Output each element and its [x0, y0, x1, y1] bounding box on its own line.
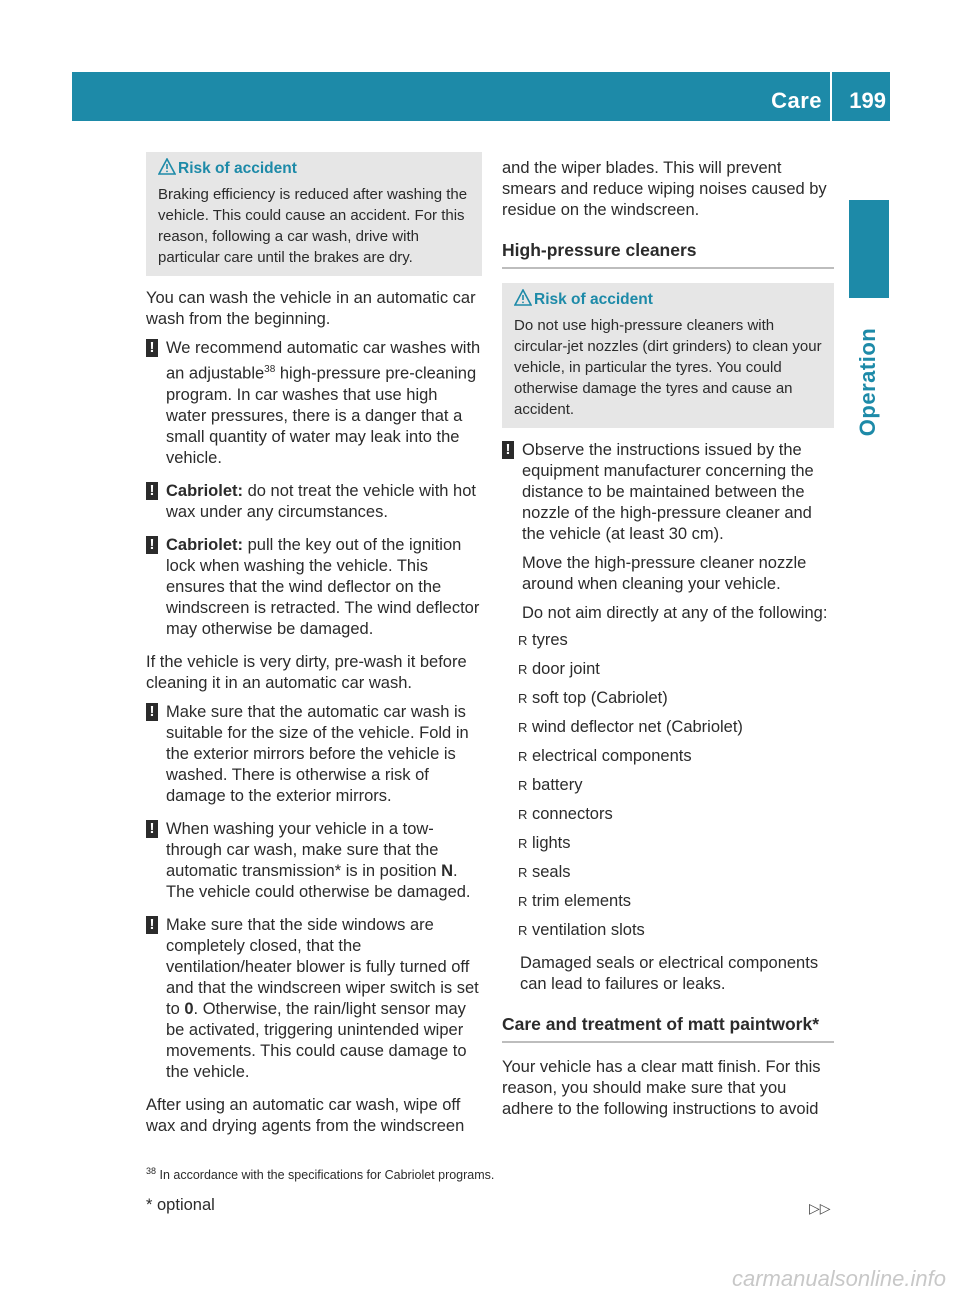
list-item: R wind deflector net (Cabriolet): [518, 713, 834, 742]
warning-title: Risk of accident: [158, 158, 472, 179]
exclamation-icon: !: [146, 703, 158, 721]
exclamation-icon: !: [146, 820, 158, 838]
bullet-list: [518, 626, 834, 945]
exclamation-icon: !: [146, 482, 158, 500]
chapter-title: Care: [771, 88, 822, 113]
note: ! Make sure that the automatic car wash is suitable for the size of the vehicle. Fold in the exterior mirrors before the vehicle is washed. There is otherwise a risk of damage to the exterior mirrors.: [146, 702, 482, 807]
list-item: R seals: [518, 858, 834, 887]
paragraph: After using an automatic car wash, wipe off wax and drying agents from the windscreen: [146, 1095, 465, 1135]
side-tab-marker: [849, 200, 889, 298]
exclamation-icon: !: [146, 536, 158, 554]
warning-box: [502, 283, 834, 428]
list-item: R ventilation slots: [518, 916, 834, 945]
note: ! We recommend automatic car washes with an adjustable$^{38}$ high-pressure pre-cleaning program. In car washes that use high water pressures, there is a danger that a small quantity of water may leak into the vehicle.: [146, 338, 482, 469]
footnote: $^{38}$ In accordance with the specifications for Cabriolet programs.: [146, 1166, 495, 1183]
note: ! Make sure that the side windows are completely closed, that the ventilation/heater blower is fully turned off and that the windscreen wiper switch is set to 0. Otherwise, the rain/light sensor may be activated, triggering unintended wiper movements. This could cause damage to the vehicle.: [146, 915, 482, 1083]
right-column: [502, 158, 834, 1128]
warning-triangle-icon: [158, 158, 176, 176]
list-item: R battery: [518, 771, 834, 800]
exclamation-icon: !: [146, 339, 158, 357]
section-heading: High-pressure cleaners: [502, 237, 834, 269]
page-header: [72, 72, 890, 121]
list-item: R door joint: [518, 655, 834, 684]
left-column: [146, 152, 482, 1145]
side-tab-label: [848, 298, 890, 498]
warning-title: Risk of accident: [514, 289, 824, 310]
paragraph: Damaged seals or electrical components can lead to failures or leaks.: [520, 954, 819, 993]
paragraph: and the wiper blades. This will prevent smears and reduce wiping noises caused by residue on the windscreen.: [502, 159, 827, 219]
optional-legend: * optional: [146, 1196, 215, 1214]
warning-text: Braking efficiency is reduced after washing the vehicle. This could cause an accident. For this reason, following a car wash, drive with particular care until the brakes are dry.: [158, 186, 468, 266]
note: ! When washing your vehicle in a tow-through car wash, make sure that the automatic transmission* is in position N. The vehicle could otherwise be damaged.: [146, 819, 482, 903]
section-heading: Care and treatment of matt paintwork*: [502, 1011, 834, 1043]
list-item: R lights: [518, 829, 834, 858]
side-tab-text: Operation: [855, 327, 880, 437]
warning-triangle-icon: [514, 289, 532, 307]
watermark: carmanualsonline.info: [731, 1266, 946, 1291]
page-number: 199: [849, 88, 886, 113]
exclamation-icon: !: [502, 441, 514, 459]
paragraph: You can wash the vehicle in an automatic car wash from the beginning.: [146, 289, 476, 328]
list-item: R soft top (Cabriolet): [518, 684, 834, 713]
warning-box: [146, 152, 482, 276]
note: ! Cabriolet: pull the key out of the ignition lock when washing the vehicle. This ensures that the wind deflector on the windscreen is retracted. The wind deflector may otherwise be damaged.: [146, 535, 482, 640]
list-item: R connectors: [518, 800, 834, 829]
list-item: R tyres: [518, 626, 834, 655]
continue-arrows-icon: ▷▷: [809, 1200, 831, 1216]
exclamation-icon: !: [146, 916, 158, 934]
note: ! Observe the instructions issued by the equipment manufacturer concerning the distance to be maintained between the nozzle of the high-pressure cleaner and the vehicle (at least 30 cm). Move the high-pressure cleaner nozzle around when cleaning your vehicle. Do not aim directly at any of the following:: [502, 440, 834, 624]
warning-text: Do not use high-pressure cleaners with circular-jet nozzles (dirt grinders) to clean your vehicle, in particular the tyres. You could otherwise damage the tyres and cause an accident.: [514, 317, 822, 418]
list-item: R electrical components: [518, 742, 834, 771]
paragraph: If the vehicle is very dirty, pre-wash it before cleaning it in an automatic car wash.: [146, 652, 467, 692]
paragraph: Your vehicle has a clear matt finish. For this reason, you should make sure that you adhere to the following instructions to avoid: [502, 1058, 821, 1118]
note: ! Cabriolet: do not treat the vehicle with hot wax under any circumstances.: [146, 481, 482, 523]
list-item: R trim elements: [518, 887, 834, 916]
header-divider: [830, 72, 832, 121]
